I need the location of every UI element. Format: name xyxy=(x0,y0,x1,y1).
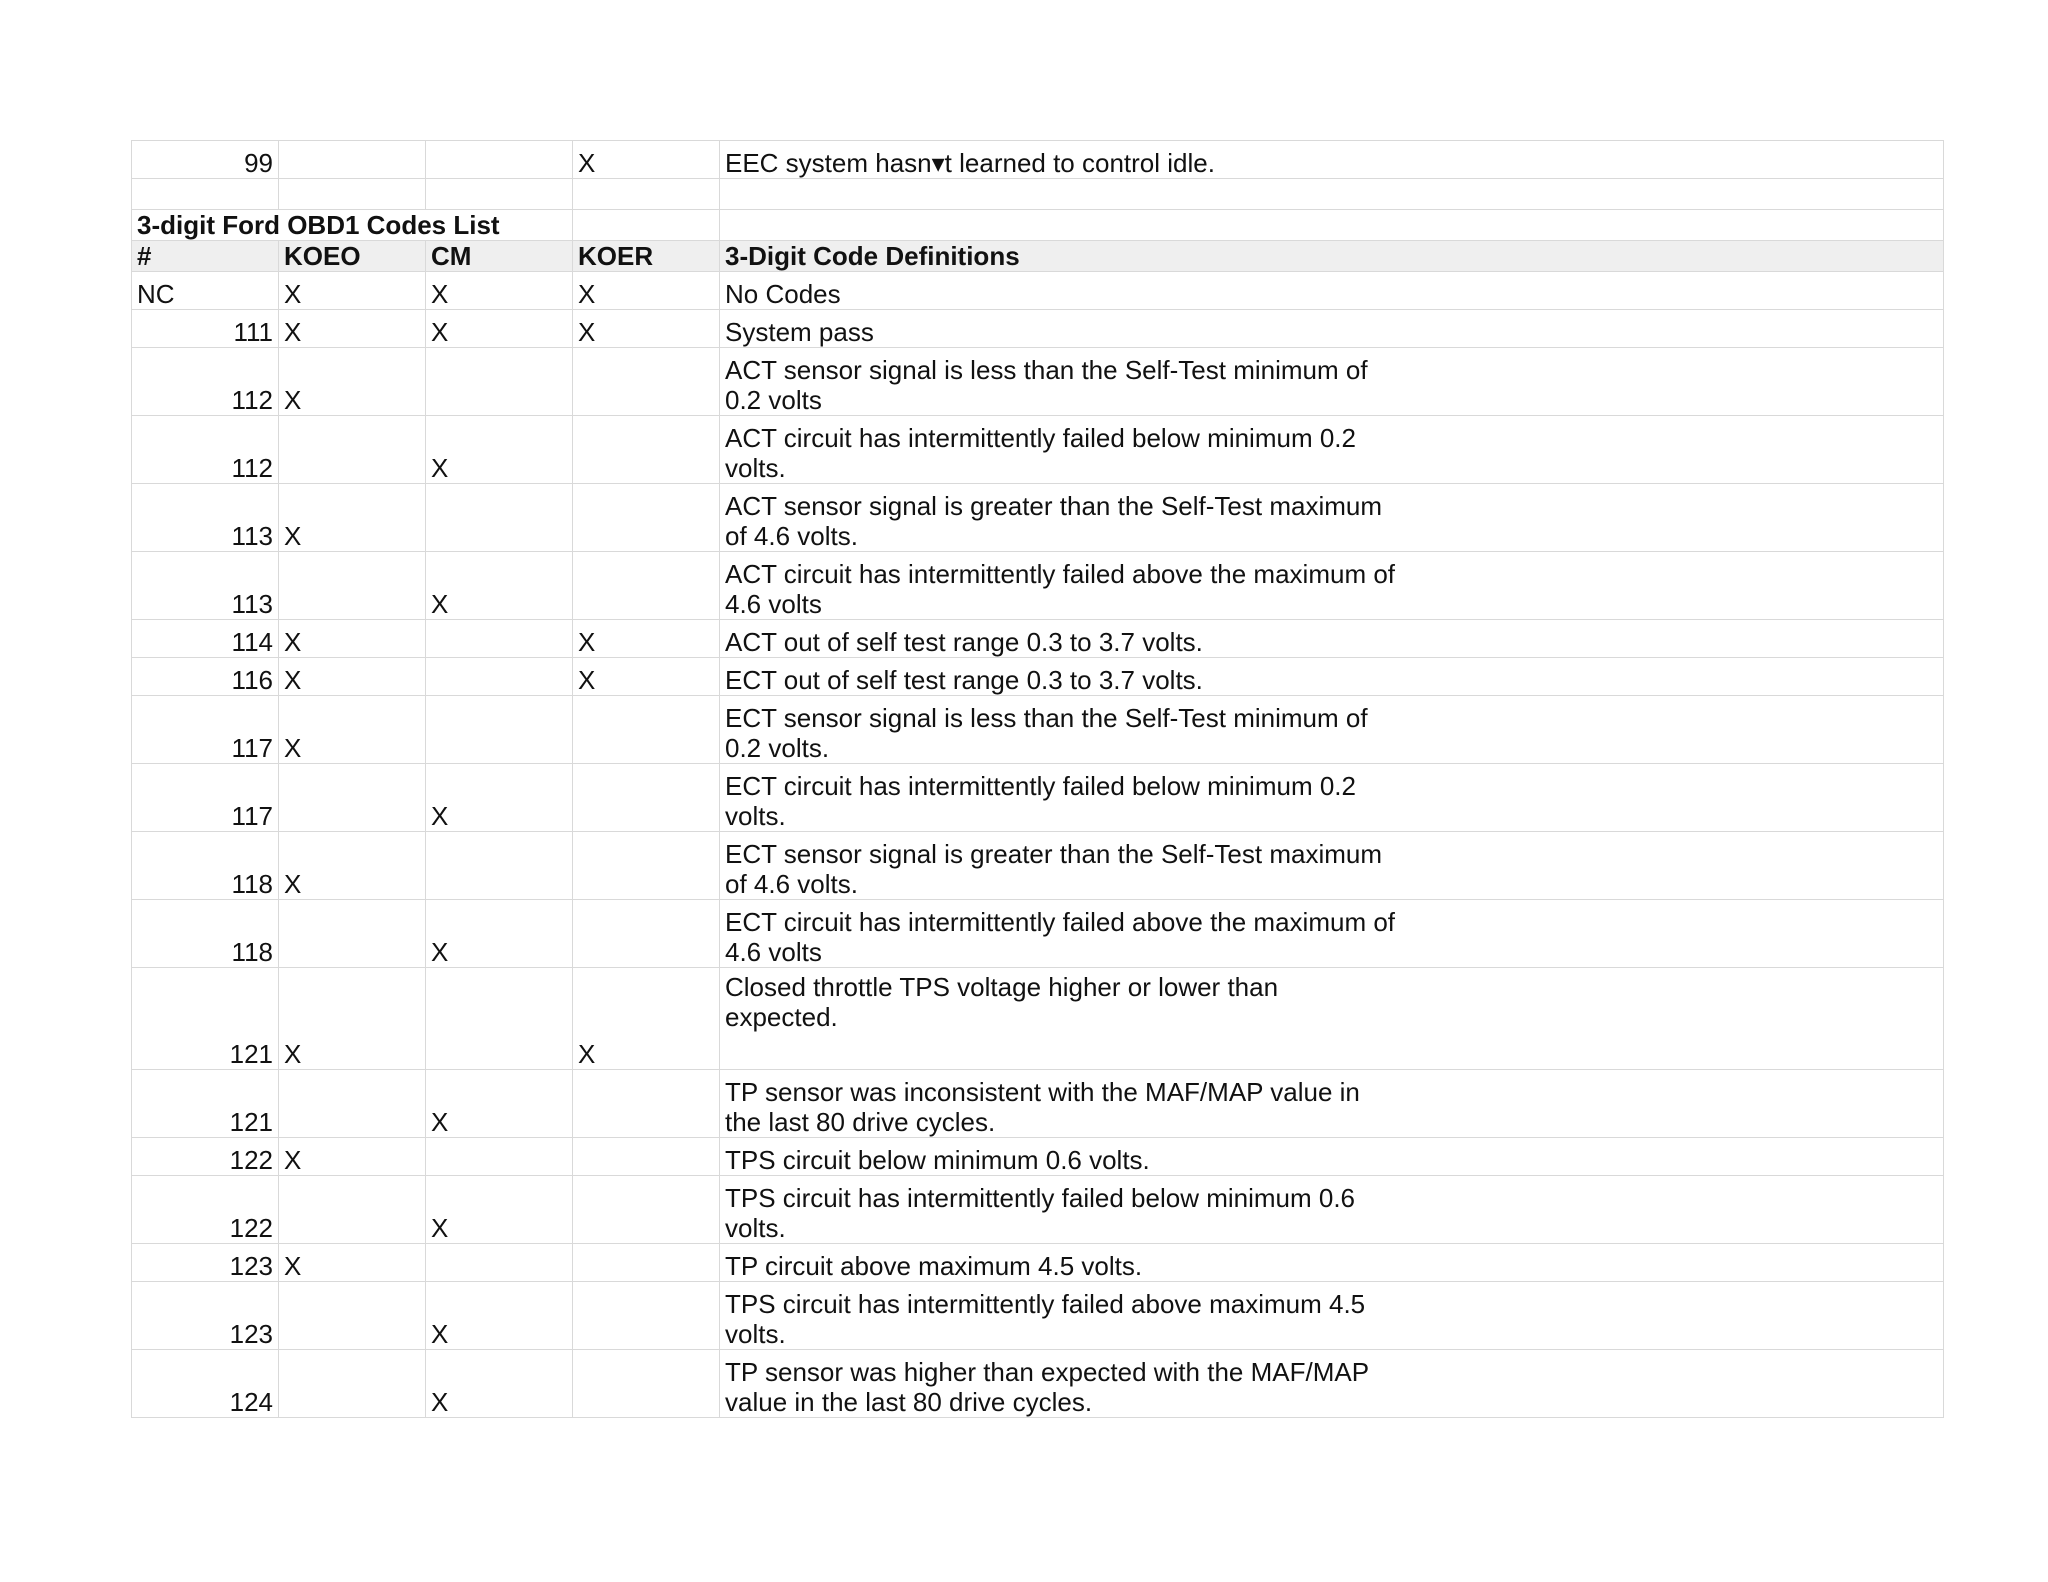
cm-cell xyxy=(426,696,573,764)
code-number-cell: 114 xyxy=(132,620,279,658)
definition-text: ECT circuit has intermittently failed below minimum 0.2 volts. xyxy=(725,771,1356,831)
empty-cell xyxy=(426,179,573,210)
empty-row xyxy=(132,179,1944,210)
definition-text: System pass xyxy=(725,317,874,347)
code-number-cell: 123 xyxy=(132,1282,279,1350)
code-number-cell: NC xyxy=(132,272,279,310)
code-number-cell: 112 xyxy=(132,348,279,416)
koer-cell xyxy=(573,764,720,832)
code-number-cell: 121 xyxy=(132,1070,279,1138)
table-row xyxy=(132,968,1944,1070)
koeo-cell: X xyxy=(279,1138,426,1176)
table-row xyxy=(132,310,1944,348)
column-header-koeo: KOEO xyxy=(279,241,426,272)
koer-cell: X xyxy=(573,272,720,310)
definition-cell xyxy=(720,1138,1944,1176)
definition-text: ECT sensor signal is greater than the Self-Test maximum of 4.6 volts. xyxy=(725,839,1383,899)
cm-cell xyxy=(426,968,573,1070)
koeo-cell: X xyxy=(279,484,426,552)
koeo-cell: X xyxy=(279,832,426,900)
definition-text: TPS circuit below minimum 0.6 volts. xyxy=(725,1145,1150,1175)
section-title: 3-digit Ford OBD1 Codes List xyxy=(132,210,573,241)
definition-cell xyxy=(720,1244,1944,1282)
koeo-cell xyxy=(279,1176,426,1244)
section-title-row xyxy=(132,210,1944,241)
definition-text: ACT circuit has intermittently failed above the maximum of 4.6 volts xyxy=(725,559,1396,619)
definition-cell xyxy=(720,832,1944,900)
table-row xyxy=(132,764,1944,832)
koer-cell xyxy=(573,552,720,620)
definition-cell xyxy=(720,764,1944,832)
koer-cell xyxy=(573,1070,720,1138)
cm-cell: X xyxy=(426,900,573,968)
column-header-row xyxy=(132,241,1944,272)
koer-cell xyxy=(573,832,720,900)
definition-cell xyxy=(720,552,1944,620)
table-row xyxy=(132,696,1944,764)
koeo-cell xyxy=(279,416,426,484)
koeo-cell: X xyxy=(279,658,426,696)
table-body xyxy=(132,141,1944,1418)
empty-cell xyxy=(720,210,1944,241)
definition-cell xyxy=(720,900,1944,968)
koeo-cell: X xyxy=(279,310,426,348)
cm-cell: X xyxy=(426,1070,573,1138)
code-number-cell: 113 xyxy=(132,484,279,552)
cm-cell: X xyxy=(426,1282,573,1350)
column-header-definition: 3-Digit Code Definitions xyxy=(720,241,1944,272)
cm-cell: X xyxy=(426,416,573,484)
koeo-cell: X xyxy=(279,348,426,416)
cm-cell xyxy=(426,1138,573,1176)
definition-text: TP circuit above maximum 4.5 volts. xyxy=(725,1251,1143,1281)
column-header-num: # xyxy=(132,241,279,272)
cm-cell xyxy=(426,484,573,552)
table-row xyxy=(132,620,1944,658)
definition-cell xyxy=(720,968,1944,1070)
koeo-cell xyxy=(279,141,426,179)
koer-cell xyxy=(573,1176,720,1244)
code-number-cell: 122 xyxy=(132,1176,279,1244)
koer-cell: X xyxy=(573,141,720,179)
table-row xyxy=(132,141,1944,179)
definition-cell xyxy=(720,272,1944,310)
empty-cell xyxy=(132,179,279,210)
code-number-cell: 99 xyxy=(132,141,279,179)
code-number-cell: 117 xyxy=(132,764,279,832)
code-number-cell: 121 xyxy=(132,968,279,1070)
code-number-cell: 113 xyxy=(132,552,279,620)
table-row xyxy=(132,900,1944,968)
definition-text: ECT sensor signal is less than the Self-Test minimum of 0.2 volts. xyxy=(725,703,1368,763)
table-row xyxy=(132,832,1944,900)
koeo-cell: X xyxy=(279,696,426,764)
cm-cell: X xyxy=(426,272,573,310)
definition-cell xyxy=(720,310,1944,348)
definition-cell xyxy=(720,1350,1944,1418)
code-number-cell: 118 xyxy=(132,900,279,968)
table-row xyxy=(132,272,1944,310)
koer-cell xyxy=(573,1350,720,1418)
column-header-koer: KOER xyxy=(573,241,720,272)
koeo-cell xyxy=(279,900,426,968)
table-row xyxy=(132,552,1944,620)
definition-text: TPS circuit has intermittently failed below minimum 0.6 volts. xyxy=(725,1183,1356,1243)
koer-cell xyxy=(573,900,720,968)
koer-cell xyxy=(573,348,720,416)
empty-cell xyxy=(573,210,720,241)
koer-cell xyxy=(573,416,720,484)
definition-text: ACT out of self test range 0.3 to 3.7 volts. xyxy=(725,627,1203,657)
cm-cell xyxy=(426,658,573,696)
definition-text: TP sensor was inconsistent with the MAF/MAP value in the last 80 drive cycles. xyxy=(725,1077,1360,1137)
koer-cell: X xyxy=(573,310,720,348)
definition-text: ACT sensor signal is greater than the Self-Test maximum of 4.6 volts. xyxy=(725,491,1383,551)
definition-cell xyxy=(720,348,1944,416)
definition-cell xyxy=(720,484,1944,552)
definition-text: ACT sensor signal is less than the Self-Test minimum of 0.2 volts xyxy=(725,355,1368,415)
empty-cell xyxy=(279,179,426,210)
table-row xyxy=(132,416,1944,484)
code-number-cell: 117 xyxy=(132,696,279,764)
definition-text: ECT circuit has intermittently failed above the maximum of 4.6 volts xyxy=(725,907,1396,967)
koeo-cell xyxy=(279,1282,426,1350)
code-number-cell: 124 xyxy=(132,1350,279,1418)
cm-cell: X xyxy=(426,310,573,348)
code-number-cell: 123 xyxy=(132,1244,279,1282)
cm-cell xyxy=(426,348,573,416)
table-row xyxy=(132,658,1944,696)
code-number-cell: 116 xyxy=(132,658,279,696)
koeo-cell: X xyxy=(279,272,426,310)
code-number-cell: 118 xyxy=(132,832,279,900)
koer-cell: X xyxy=(573,968,720,1070)
table-row xyxy=(132,1138,1944,1176)
koer-cell: X xyxy=(573,620,720,658)
definition-cell xyxy=(720,620,1944,658)
koer-cell xyxy=(573,1282,720,1350)
definition-text: ACT circuit has intermittently failed below minimum 0.2 volts. xyxy=(725,423,1356,483)
definition-text: No Codes xyxy=(725,279,841,309)
cm-cell xyxy=(426,1244,573,1282)
code-number-cell: 122 xyxy=(132,1138,279,1176)
cm-cell: X xyxy=(426,1176,573,1244)
table-row xyxy=(132,348,1944,416)
koeo-cell: X xyxy=(279,620,426,658)
koeo-cell xyxy=(279,1350,426,1418)
cm-cell: X xyxy=(426,764,573,832)
koeo-cell: X xyxy=(279,968,426,1070)
definition-cell xyxy=(720,658,1944,696)
koer-cell xyxy=(573,484,720,552)
table-row xyxy=(132,1176,1944,1244)
table-row xyxy=(132,1282,1944,1350)
koer-cell xyxy=(573,1244,720,1282)
cm-cell: X xyxy=(426,552,573,620)
definition-text: TPS circuit has intermittently failed above maximum 4.5 volts. xyxy=(725,1289,1366,1349)
definition-text: EEC system hasn▾t learned to control idle. xyxy=(725,148,1215,178)
cm-cell: X xyxy=(426,1350,573,1418)
koeo-cell xyxy=(279,764,426,832)
cm-cell xyxy=(426,832,573,900)
definition-cell xyxy=(720,1282,1944,1350)
empty-cell xyxy=(573,179,720,210)
definition-text: Closed throttle TPS voltage higher or lower than expected. xyxy=(725,972,1279,1032)
table-row xyxy=(132,1070,1944,1138)
code-number-cell: 111 xyxy=(132,310,279,348)
column-header-cm: CM xyxy=(426,241,573,272)
definition-cell xyxy=(720,1070,1944,1138)
empty-cell xyxy=(720,179,1944,210)
cm-cell xyxy=(426,141,573,179)
definition-cell xyxy=(720,696,1944,764)
table-row xyxy=(132,1350,1944,1418)
codes-table xyxy=(131,140,1944,1418)
cm-cell xyxy=(426,620,573,658)
koer-cell xyxy=(573,1138,720,1176)
koer-cell xyxy=(573,696,720,764)
table-row xyxy=(132,1244,1944,1282)
definition-cell xyxy=(720,1176,1944,1244)
definition-cell xyxy=(720,141,1944,179)
definition-text: ECT out of self test range 0.3 to 3.7 volts. xyxy=(725,665,1203,695)
koer-cell: X xyxy=(573,658,720,696)
koeo-cell xyxy=(279,552,426,620)
code-number-cell: 112 xyxy=(132,416,279,484)
definition-text: TP sensor was higher than expected with the MAF/MAP value in the last 80 drive cycles. xyxy=(725,1357,1369,1417)
koeo-cell xyxy=(279,1070,426,1138)
koeo-cell: X xyxy=(279,1244,426,1282)
definition-cell xyxy=(720,416,1944,484)
table-row xyxy=(132,484,1944,552)
